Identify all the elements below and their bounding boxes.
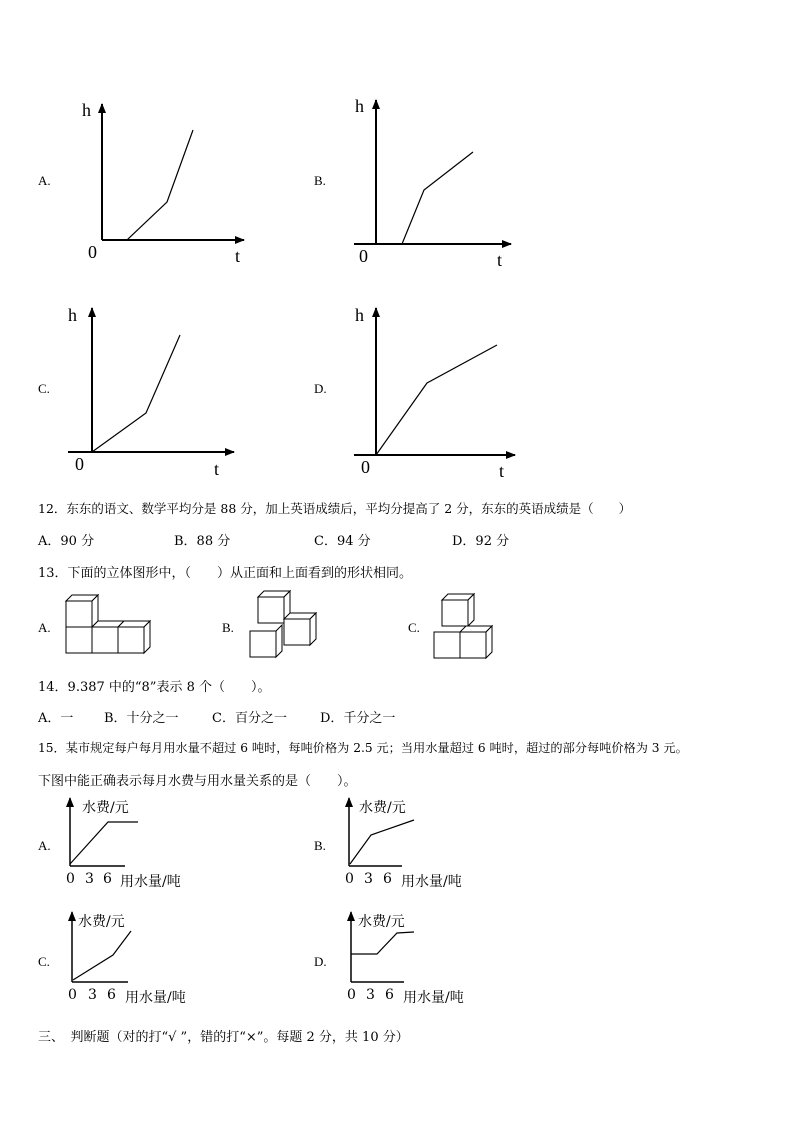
q12-option-d: D．92 分 <box>452 534 510 549</box>
q14-option-d: D．千分之一 <box>320 711 396 726</box>
q15-option-d-letter: D. <box>314 954 327 969</box>
q14-option-b: B．十分之一 <box>104 711 179 726</box>
q15-option-c-letter: C. <box>38 954 50 969</box>
q15-a-y-label: 水费/元 <box>82 800 129 816</box>
q15-b-curve <box>350 820 414 864</box>
q11-d-y-label: h <box>355 305 364 325</box>
q15-d-x-label: 用水量/吨 <box>403 990 464 1006</box>
q15-a-tick-6: 6 <box>103 871 112 887</box>
q14-option-a: A．一 <box>38 711 74 726</box>
q15-c-curve <box>73 931 131 980</box>
q13-option-c-letter: C. <box>408 620 420 635</box>
q15-d-tick-3: 3 <box>366 987 375 1003</box>
q11-d-x-label: t <box>499 461 505 481</box>
q12-question: 12．东东的语文、数学平均分是 88 分，加上英语成绩后，平均分提高了 2 分，东东的英语成绩是（ ） <box>38 501 632 516</box>
q11-a-origin: 0 <box>88 242 97 262</box>
q15-b-tick-6: 6 <box>383 871 392 887</box>
q15-c-y-label: 水费/元 <box>78 914 125 930</box>
q15-option-a-letter: A. <box>38 838 51 853</box>
q15-c-tick-3: 3 <box>88 987 97 1003</box>
q15-question-line1: 15．某市规定每户每月用水量不超过 6 吨时，每吨价格为 2.5 元；当用水量超过 6 吨时，超过的部分每吨价格为 3 元。 <box>38 741 688 755</box>
q11-a-x-label: t <box>235 246 241 266</box>
q11-option-a-letter: A. <box>38 173 51 188</box>
q15-d-y-label: 水费/元 <box>358 914 405 930</box>
q15-b-y-label: 水费/元 <box>359 800 406 816</box>
q15-c-x-label: 用水量/吨 <box>125 990 186 1006</box>
q15-a-tick-3: 3 <box>85 871 94 887</box>
q15-question-line2: 下图中能正确表示每月水费与用水量关系的是（ ）。 <box>38 774 357 789</box>
q14-option-c: C．百分之一 <box>212 711 287 726</box>
q15-a-x-label: 用水量/吨 <box>120 874 181 890</box>
q11-b-origin: 0 <box>359 246 368 266</box>
q11-option-c-letter: C. <box>38 381 50 396</box>
q12-option-a: A．90 分 <box>38 534 95 549</box>
q11-option-d-letter: D. <box>314 381 327 396</box>
q15-b-tick-3: 3 <box>364 871 373 887</box>
q15-d-curve <box>351 932 414 954</box>
q15-d-tick-6: 6 <box>385 987 394 1003</box>
q15-a-curve <box>70 822 138 864</box>
q12-option-b: B．88 分 <box>174 534 231 549</box>
q11-c-origin: 0 <box>75 454 84 474</box>
q11-a-y-label: h <box>82 100 91 120</box>
q11-c-y-label: h <box>68 305 77 325</box>
q15-b-x-label: 用水量/吨 <box>401 874 462 890</box>
q15-a-tick-0: 0 <box>66 871 75 887</box>
q15-c-tick-6: 6 <box>107 987 116 1003</box>
q11-c-x-label: t <box>214 459 220 479</box>
q13-option-b-letter: B. <box>222 620 234 635</box>
q12-option-c: C．94 分 <box>314 534 371 549</box>
q15-b-tick-0: 0 <box>345 871 354 887</box>
q13-question: 13．下面的立体图形中，（ ）从正面和上面看到的形状相同。 <box>38 566 413 581</box>
q11-option-b-letter: B. <box>314 173 326 188</box>
section-3-heading: 三、 判断题（对的打“√ ”，错的打“×”。每题 2 分，共 10 分） <box>38 1030 409 1045</box>
q11-d-origin: 0 <box>361 457 370 477</box>
q15-d-tick-0: 0 <box>347 987 356 1003</box>
q11-b-y-label: h <box>355 96 364 116</box>
q15-c-tick-0: 0 <box>68 987 77 1003</box>
q14-question: 14．9.387 中的“8”表示 8 个（ ）。 <box>38 680 271 695</box>
q15-option-b-letter: B. <box>314 838 326 853</box>
q13-option-a-letter: A. <box>38 620 51 635</box>
q11-b-x-label: t <box>497 250 503 270</box>
